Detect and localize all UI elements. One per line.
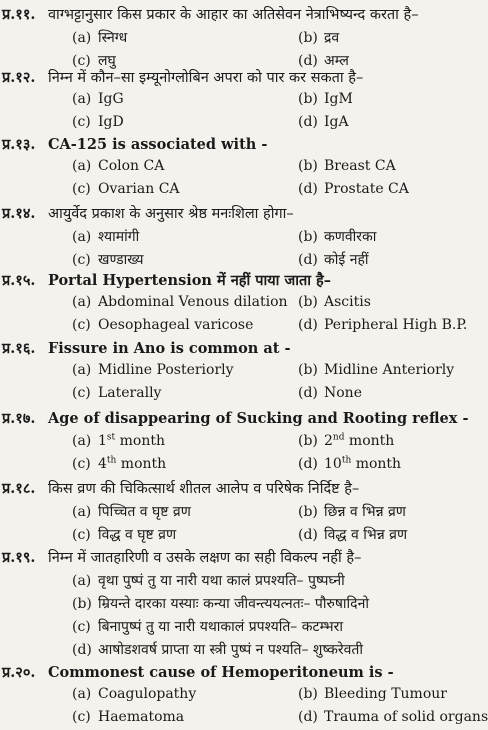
- option-label: (a): [72, 158, 92, 174]
- answer-option: [72, 617, 343, 636]
- answer-option: [72, 294, 288, 310]
- question-header: [0, 67, 363, 87]
- option-label: (b): [298, 91, 318, 107]
- answer-option: [298, 502, 406, 521]
- question-text: आयुर्वेद प्रकाश के अनुसार श्रेष्ठ मनःशिला होगा–: [48, 206, 294, 222]
- option-text: Coagulopathy: [98, 686, 197, 702]
- option-label: (a): [72, 432, 92, 449]
- question-header: [0, 547, 361, 567]
- option-text: म्रियन्ते दारका यस्याः कन्या जीवन्त्ययत्नतः– पौरुषादिनो: [98, 596, 370, 612]
- question-header: [0, 478, 359, 498]
- option-label: (b): [298, 294, 318, 310]
- option-text: Laterally: [98, 385, 162, 401]
- answer-option: [298, 28, 339, 47]
- answer-option: [298, 91, 353, 107]
- option-text: Ascitis: [324, 294, 371, 310]
- option-text: लघु: [98, 53, 116, 69]
- question-text: निम्न में जातहारिणी व उसके लक्षण का सही विकल्प नहीं है–: [48, 550, 362, 566]
- option-text: बिनापुष्पं तु या नारी यथाकालं प्रपश्यति– कटम्भरा: [98, 619, 343, 635]
- question-header: [0, 662, 394, 682]
- question-number: प्र.१५.: [2, 272, 36, 289]
- answer-option: [298, 181, 409, 197]
- option-label: (a): [72, 91, 92, 107]
- question-text: किस व्रण की चिकित्सार्थ शीतल आलेप व परिषेक निर्दिष्ट है–: [48, 481, 360, 497]
- answer-option: [72, 317, 253, 333]
- question-text: Age of disappearing of Sucking and Rooting reflex -: [48, 410, 469, 427]
- question-text: Portal Hypertension में नहीं पाया जाता है–: [48, 272, 332, 289]
- option-label: (b): [298, 30, 318, 46]
- answer-option: [298, 362, 454, 378]
- answer-option: [298, 455, 401, 472]
- question-number: प्र.१२.: [2, 69, 36, 86]
- option-label: (d): [298, 53, 318, 69]
- option-text: IgD: [98, 114, 124, 130]
- question-header: [0, 134, 267, 154]
- option-text: Bleeding Tumour: [324, 686, 447, 702]
- option-label: (b): [298, 432, 318, 449]
- option-text: खण्डाख्य: [98, 252, 144, 268]
- question-text: Commonest cause of Hemoperitoneum is -: [48, 664, 394, 681]
- answer-option: [72, 362, 234, 378]
- option-label: (c): [72, 181, 91, 197]
- option-label: (c): [72, 455, 91, 472]
- option-text: Abdominal Venous dilation: [98, 294, 288, 310]
- answer-option: [298, 294, 371, 310]
- option-label: (a): [72, 362, 92, 378]
- answer-option: [72, 227, 139, 246]
- option-text: कोई नहीं: [324, 252, 369, 268]
- answer-option: [72, 640, 363, 659]
- option-text: Ovarian CA: [98, 181, 180, 197]
- answer-option: [72, 594, 369, 613]
- option-label: (a): [72, 573, 92, 589]
- option-text: Midline Posteriorly: [98, 362, 234, 378]
- answer-option: [72, 181, 180, 197]
- question-number: प्र.१४.: [2, 205, 36, 222]
- option-label: (d): [298, 455, 318, 472]
- question-header: [0, 4, 419, 24]
- answer-option: [298, 686, 447, 702]
- option-text: पिच्चित व घृष्ट व्रण: [98, 504, 191, 520]
- option-label: (c): [72, 385, 91, 401]
- question-number: प्र.१८.: [2, 480, 36, 497]
- option-label: (a): [72, 294, 92, 310]
- answer-option: [298, 227, 376, 246]
- option-label: (a): [72, 686, 92, 702]
- question-text: CA-125 is associated with -: [48, 136, 268, 153]
- option-text: Peripheral High B.P.: [324, 317, 468, 333]
- answer-option: [72, 525, 176, 544]
- question-header: [0, 270, 331, 290]
- option-label: (d): [298, 527, 318, 543]
- answer-option: [72, 571, 345, 590]
- answer-option: [298, 317, 467, 333]
- answer-option: [72, 28, 127, 47]
- question-number: प्र.११.: [2, 6, 36, 23]
- question-header: [0, 338, 291, 358]
- question-text: निम्न में कौन–सा इम्यूनोग्लोबिन अपरा को पार कर सकता है–: [48, 70, 364, 86]
- option-text: Midline Anteriorly: [324, 362, 455, 378]
- option-text: Prostate CA: [324, 181, 409, 197]
- option-text: विद्ध व भिन्न व्रण: [324, 527, 408, 543]
- option-text: वृथा पुष्पं तु या नारी यथा कालं प्रपश्यति– पुष्पघ्नी: [98, 573, 345, 589]
- answer-option: [298, 250, 369, 269]
- option-text: Haematoma: [98, 709, 185, 725]
- option-label: (d): [298, 181, 318, 197]
- option-text: श्यामांगी: [98, 229, 140, 245]
- option-text: छिन्न व भिन्न व्रण: [324, 504, 406, 520]
- option-label: (c): [72, 114, 91, 130]
- option-label: (d): [298, 317, 318, 333]
- option-label: (c): [72, 527, 91, 543]
- option-label: (d): [72, 642, 92, 658]
- option-text: 10th month: [324, 455, 402, 472]
- option-label: (b): [72, 596, 92, 612]
- option-text: स्निग्ध: [98, 30, 128, 46]
- option-label: (b): [298, 229, 318, 245]
- question-number: प्र.१७.: [2, 410, 36, 427]
- option-label: (d): [298, 252, 318, 268]
- question-number: प्र.१३.: [2, 136, 36, 153]
- answer-option: [72, 114, 124, 130]
- question-text: वाग्भट्टानुसार किस प्रकार के आहार का अतिसेवन नेत्राभिष्यन्द करता है–: [48, 7, 419, 23]
- question-number: प्र.१९.: [2, 549, 36, 566]
- question-text: Fissure in Ano is common at -: [48, 340, 291, 357]
- option-text: 2nd month: [324, 432, 395, 449]
- option-label: (a): [72, 504, 92, 520]
- answer-option: [72, 385, 161, 401]
- answer-option: [298, 709, 488, 725]
- question-number: प्र.२०.: [2, 664, 36, 681]
- option-text: 1st month: [98, 432, 165, 449]
- option-label: (c): [72, 53, 91, 69]
- answer-option: [72, 686, 196, 702]
- option-text: Oesophageal varicose: [98, 317, 254, 333]
- option-text: IgM: [324, 91, 353, 107]
- option-text: अम्ल: [324, 53, 349, 69]
- question-header: [0, 203, 294, 223]
- option-text: Breast CA: [324, 158, 396, 174]
- option-text: IgG: [98, 91, 124, 107]
- option-label: (d): [298, 385, 318, 401]
- answer-option: [298, 432, 394, 449]
- option-text: आषोडशवर्ष प्राप्ता या स्त्री पुष्पं न पश्यति– शुष्करेवती: [98, 642, 363, 658]
- option-text: द्रव: [324, 30, 340, 46]
- answer-option: [298, 114, 349, 130]
- option-text: विद्ध व घृष्ट व्रण: [98, 527, 177, 543]
- option-label: (b): [298, 362, 318, 378]
- answer-option: [298, 525, 407, 544]
- option-label: (c): [72, 619, 91, 635]
- option-text: Colon CA: [98, 158, 165, 174]
- answer-option: [72, 455, 166, 472]
- option-label: (a): [72, 229, 92, 245]
- option-label: (d): [298, 114, 318, 130]
- option-label: (c): [72, 252, 91, 268]
- question-header: [0, 408, 468, 428]
- answer-option: [72, 91, 124, 107]
- answer-option: [72, 432, 165, 449]
- option-label: (c): [72, 317, 91, 333]
- answer-option: [72, 502, 191, 521]
- option-text: IgA: [324, 114, 349, 130]
- option-label: (b): [298, 686, 318, 702]
- option-label: (b): [298, 504, 318, 520]
- option-label: (b): [298, 158, 318, 174]
- answer-option: [298, 385, 362, 401]
- answer-option: [298, 158, 396, 174]
- question-number: प्र.१६.: [2, 340, 36, 357]
- option-text: None: [324, 385, 362, 401]
- answer-option: [72, 250, 144, 269]
- option-text: 4th month: [98, 455, 167, 472]
- option-label: (a): [72, 30, 92, 46]
- option-label: (c): [72, 709, 91, 725]
- answer-option: [72, 709, 184, 725]
- answer-option: [72, 158, 164, 174]
- option-text: Trauma of solid organs: [324, 709, 488, 725]
- option-label: (d): [298, 709, 318, 725]
- option-text: कणवीरका: [324, 229, 377, 245]
